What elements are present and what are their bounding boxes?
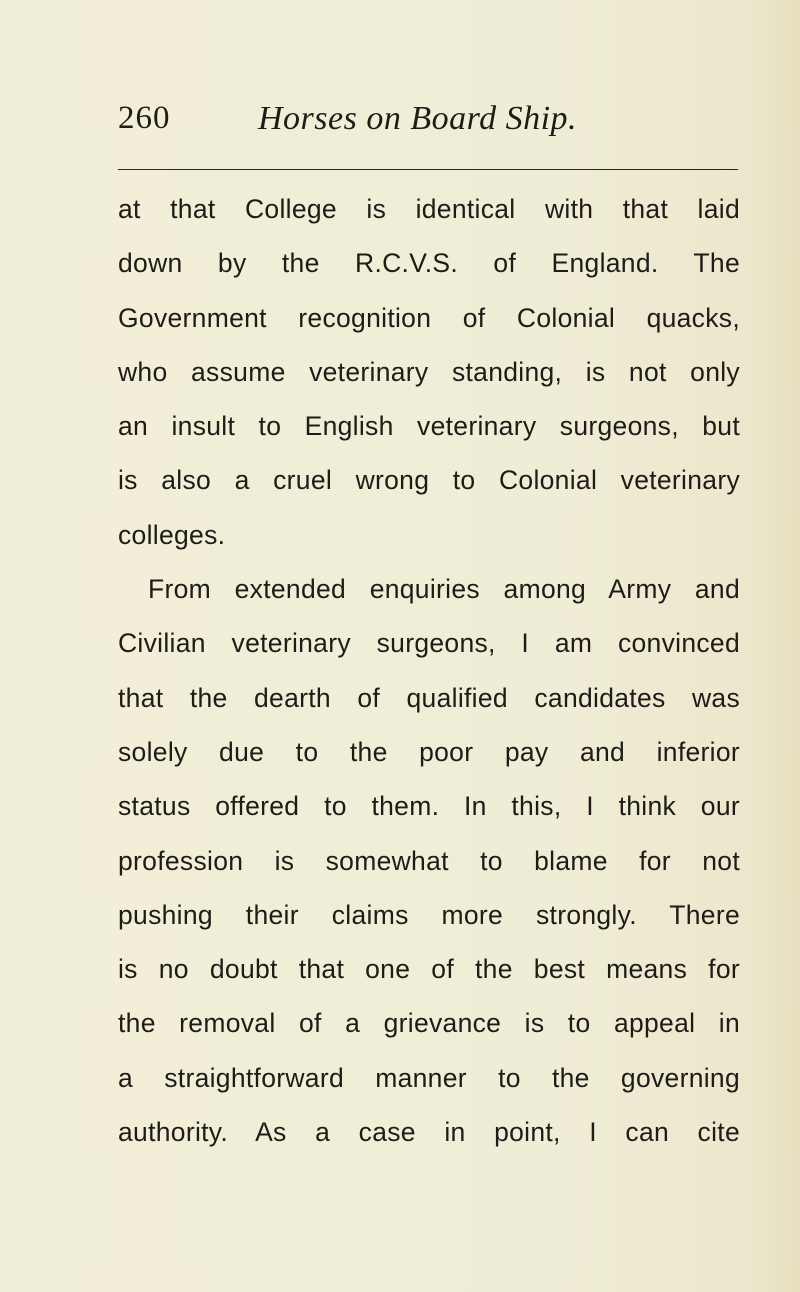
body-text xyxy=(118,182,740,1159)
running-head xyxy=(118,100,738,150)
page-number: 260 xyxy=(118,100,171,136)
header-rule xyxy=(118,169,738,170)
text-line: status offered to them. In this, I think our xyxy=(118,791,740,822)
text-line: a straightforward manner to the governing xyxy=(118,1062,740,1093)
text-line: pushing their claims more strongly. There xyxy=(118,899,740,930)
running-title: Horses on Board Ship. xyxy=(258,100,578,137)
text-line: is also a cruel wrong to Colonial veterinary xyxy=(118,465,740,496)
text-line: is no doubt that one of the best means for xyxy=(118,954,740,985)
text-line: the removal of a grievance is to appeal in xyxy=(118,1008,740,1039)
text-line: at that College is identical with that laid xyxy=(118,194,740,224)
text-line: profession is somewhat to blame for not xyxy=(118,845,740,876)
text-line: who assume veterinary standing, is not only xyxy=(118,356,740,387)
text-line: down by the R.C.V.S. of England. The xyxy=(118,248,740,279)
text-line: Government recognition of Colonial quacks, xyxy=(118,302,740,333)
text-line: authority. As a case in point, I can cite xyxy=(118,1117,740,1148)
text-line: Civilian veterinary surgeons, I am convinced xyxy=(118,628,740,659)
text-line: solely due to the poor pay and inferior xyxy=(118,736,740,767)
text-line: an insult to English veterinary surgeons, but xyxy=(118,411,740,442)
text-line: that the dearth of qualified candidates was xyxy=(118,682,740,713)
text-line: colleges. xyxy=(118,519,226,550)
text-line: From extended enquiries among Army and xyxy=(148,574,740,605)
